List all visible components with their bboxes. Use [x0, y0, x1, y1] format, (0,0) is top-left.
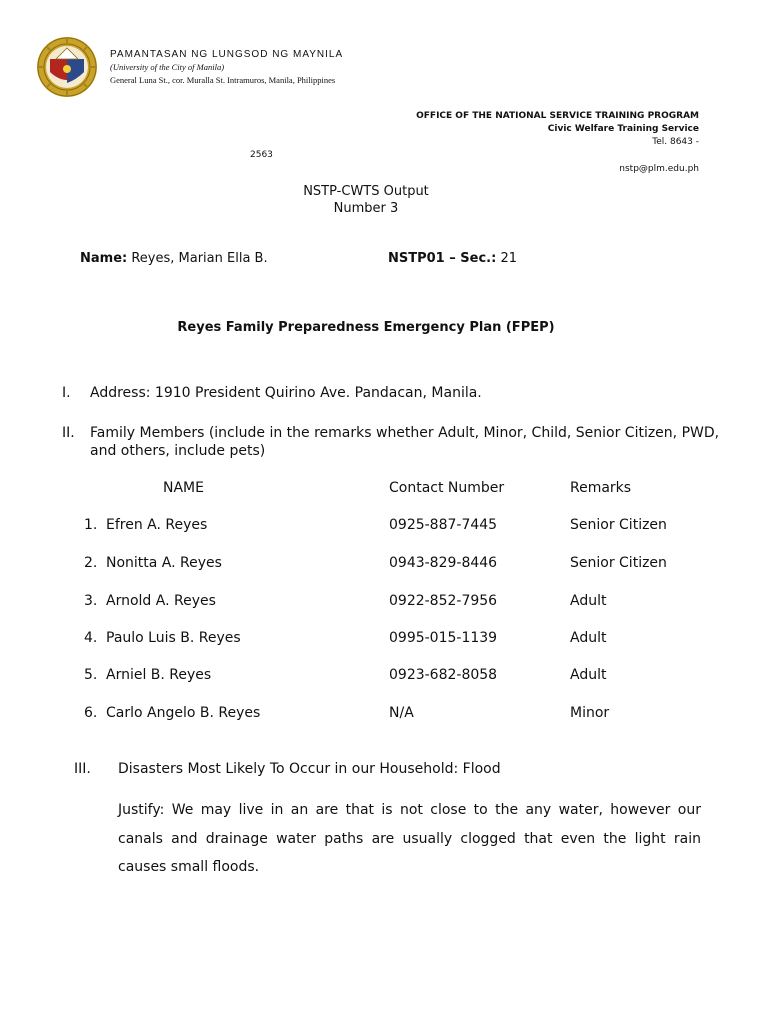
member-remarks: Minor	[570, 705, 610, 721]
member-remarks: Adult	[570, 593, 607, 609]
row-number: 4.	[84, 630, 98, 646]
section-3-disasters: Disasters Most Likely To Occur in our Household: Flood	[118, 761, 501, 777]
row-number: 2.	[84, 555, 98, 571]
office-telephone: Tel. 8643 -	[652, 137, 699, 147]
section-1-address: Address: 1910 President Quirino Ave. Pandacan, Manila.	[90, 385, 482, 401]
section-2-text-line1: Family Members (include in the remarks whether Adult, Minor, Child, Senior Citizen, PWD,	[90, 425, 720, 441]
university-address: General Luna St., cor. Muralla St. Intramuros, Manila, Philippines	[110, 75, 336, 85]
row-number: 3.	[84, 593, 98, 609]
member-remarks: Senior Citizen	[570, 555, 667, 571]
member-name: Arniel B. Reyes	[106, 667, 212, 683]
university-seal-logo	[36, 36, 98, 98]
row-number: 5.	[84, 667, 98, 683]
office-subtitle: Civic Welfare Training Service	[547, 124, 699, 134]
name-label: Name:	[80, 251, 128, 266]
university-english-name: (University of the City of Manila)	[110, 62, 225, 72]
member-remarks: Senior Citizen	[570, 517, 667, 533]
plan-title: Reyes Family Preparedness Emergency Plan (FPEP)	[177, 320, 555, 335]
document-title-line1: NSTP-CWTS Output	[303, 184, 429, 199]
table-header-remarks: Remarks	[570, 480, 632, 496]
table-header-contact: Contact Number	[389, 480, 505, 496]
member-name: Arnold A. Reyes	[106, 593, 216, 609]
table-header-name: NAME	[163, 480, 204, 496]
document-title-line2: Number 3	[333, 201, 399, 216]
section-1-numeral: I.	[62, 385, 71, 401]
section-value: 21	[496, 251, 517, 266]
member-contact: 0925-887-7445	[389, 517, 498, 533]
section-label: NSTP01 – Sec.:	[388, 251, 497, 266]
member-contact: 0922-852-7956	[389, 593, 498, 609]
member-contact: 0943-829-8446	[389, 555, 498, 571]
member-contact: 0923-682-8058	[389, 667, 498, 683]
section-3-justification: Justify: We may live in an are that is not close to the any water, however our canals and drainage water paths are usually clogged that even the light rain causes small floods.	[118, 802, 701, 875]
member-remarks: Adult	[570, 667, 607, 683]
member-remarks: Adult	[570, 630, 607, 646]
university-name: PAMANTASAN NG LUNGSOD NG MAYNILA	[110, 49, 344, 60]
member-name: Efren A. Reyes	[106, 517, 208, 533]
row-number: 1.	[84, 517, 98, 533]
member-name: Nonitta A. Reyes	[106, 555, 222, 571]
row-number: 6.	[84, 705, 98, 721]
office-email: nstp@plm.edu.ph	[619, 164, 699, 174]
office-title: OFFICE OF THE NATIONAL SERVICE TRAINING PROGRAM	[416, 111, 699, 121]
member-name: Paulo Luis B. Reyes	[106, 630, 241, 646]
section-2-text-line2: and others, include pets)	[90, 443, 266, 459]
document-title	[0, 183, 732, 217]
member-name: Carlo Angelo B. Reyes	[106, 705, 261, 721]
member-contact: N/A	[389, 705, 414, 721]
office-telephone-continued: 2563	[250, 150, 273, 160]
section-2-numeral: II.	[62, 425, 75, 441]
section-line	[388, 251, 517, 266]
section-3-numeral: III.	[74, 761, 91, 777]
name-value: Reyes, Marian Ella B.	[127, 251, 268, 266]
member-contact: 0995-015-1139	[389, 630, 498, 646]
student-name-line	[80, 251, 268, 266]
